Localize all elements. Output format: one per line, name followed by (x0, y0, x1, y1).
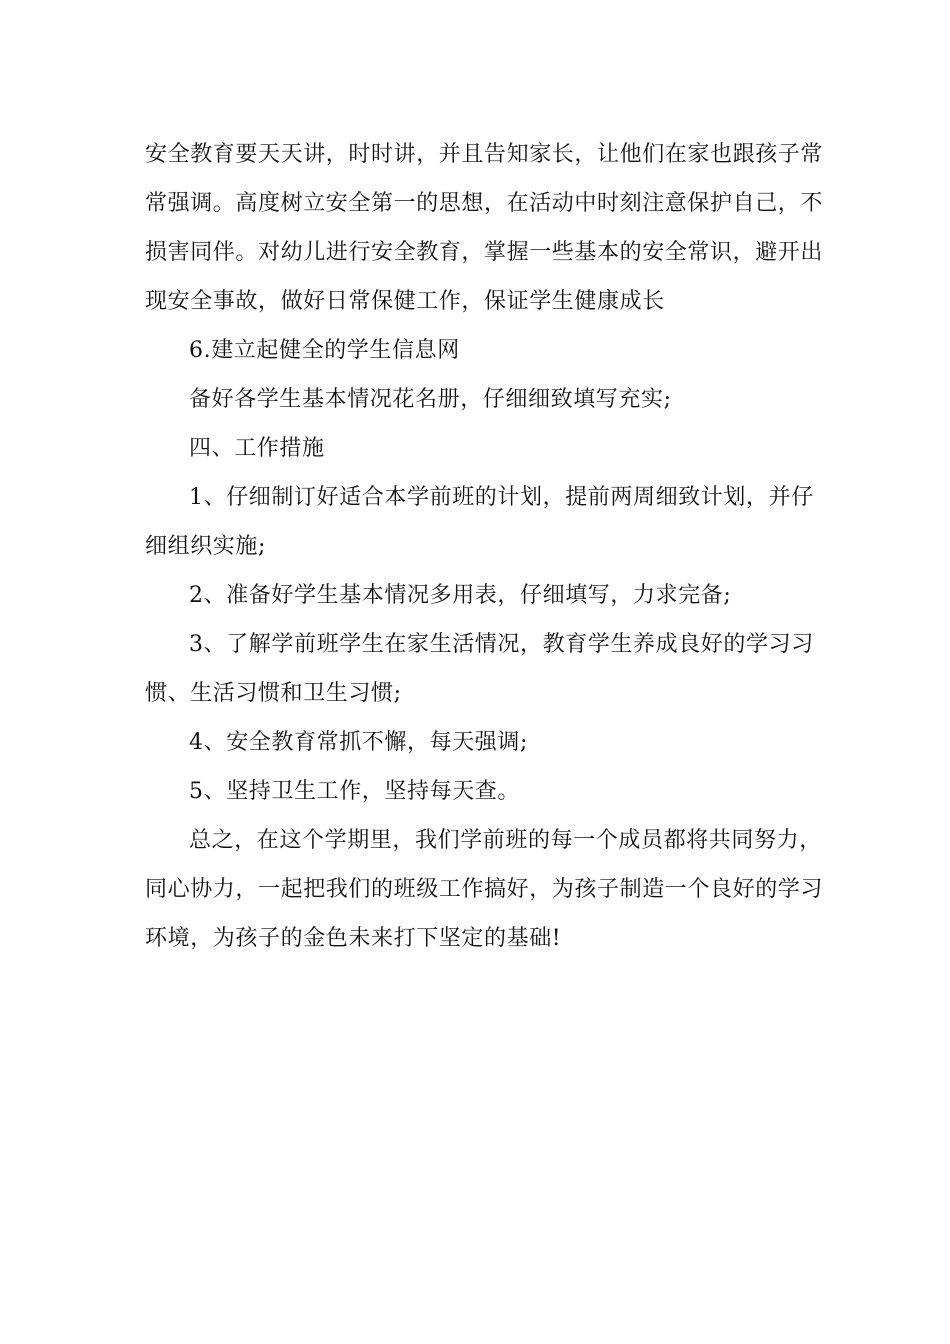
document-body (145, 130, 825, 963)
paragraph-conclusion: 总之，在这个学期里，我们学前班的每一个成员都将共同努力，同心协力，一起把我们的班级工作搞好，为孩子制造一个良好的学习环境，为孩子的金色未来打下坚定的基础! (145, 828, 824, 951)
heading-work-measures: 四、工作措施 (189, 436, 325, 461)
list-item-measure-5: 5、坚持卫生工作，坚持每天查。 (189, 779, 520, 804)
paragraph-roster: 备好各学生基本情况花名册，仔细细致填写充实; (189, 387, 672, 412)
list-item-measure-1: 1、仔细制订好适合本学前班的计划，提前两周细致计划，并仔细组织实施; (145, 485, 814, 559)
list-item-measure-4: 4、安全教育常抓不懈，每天强调; (189, 730, 529, 755)
list-item-measure-2: 2、准备好学生基本情况多用表，仔细填写，力求完备; (189, 583, 732, 608)
paragraph-safety-education: 安全教育要天天讲，时时讲，并且告知家长，让他们在家也跟孩子常常强调。高度树立安全第一的思想，在活动中时刻注意保护自己，不损害同伴。对幼儿进行安全教育，掌握一些基本的安全常识，避开出现安全事故，做好日常保健工作，保证学生健康成长 (145, 142, 824, 314)
list-item-measure-3: 3、了解学前班学生在家生活情况，教育学生养成良好的学习习惯、生活习惯和卫生习惯; (145, 632, 814, 706)
heading-student-info-network: 6.建立起健全的学生信息网 (189, 338, 460, 363)
